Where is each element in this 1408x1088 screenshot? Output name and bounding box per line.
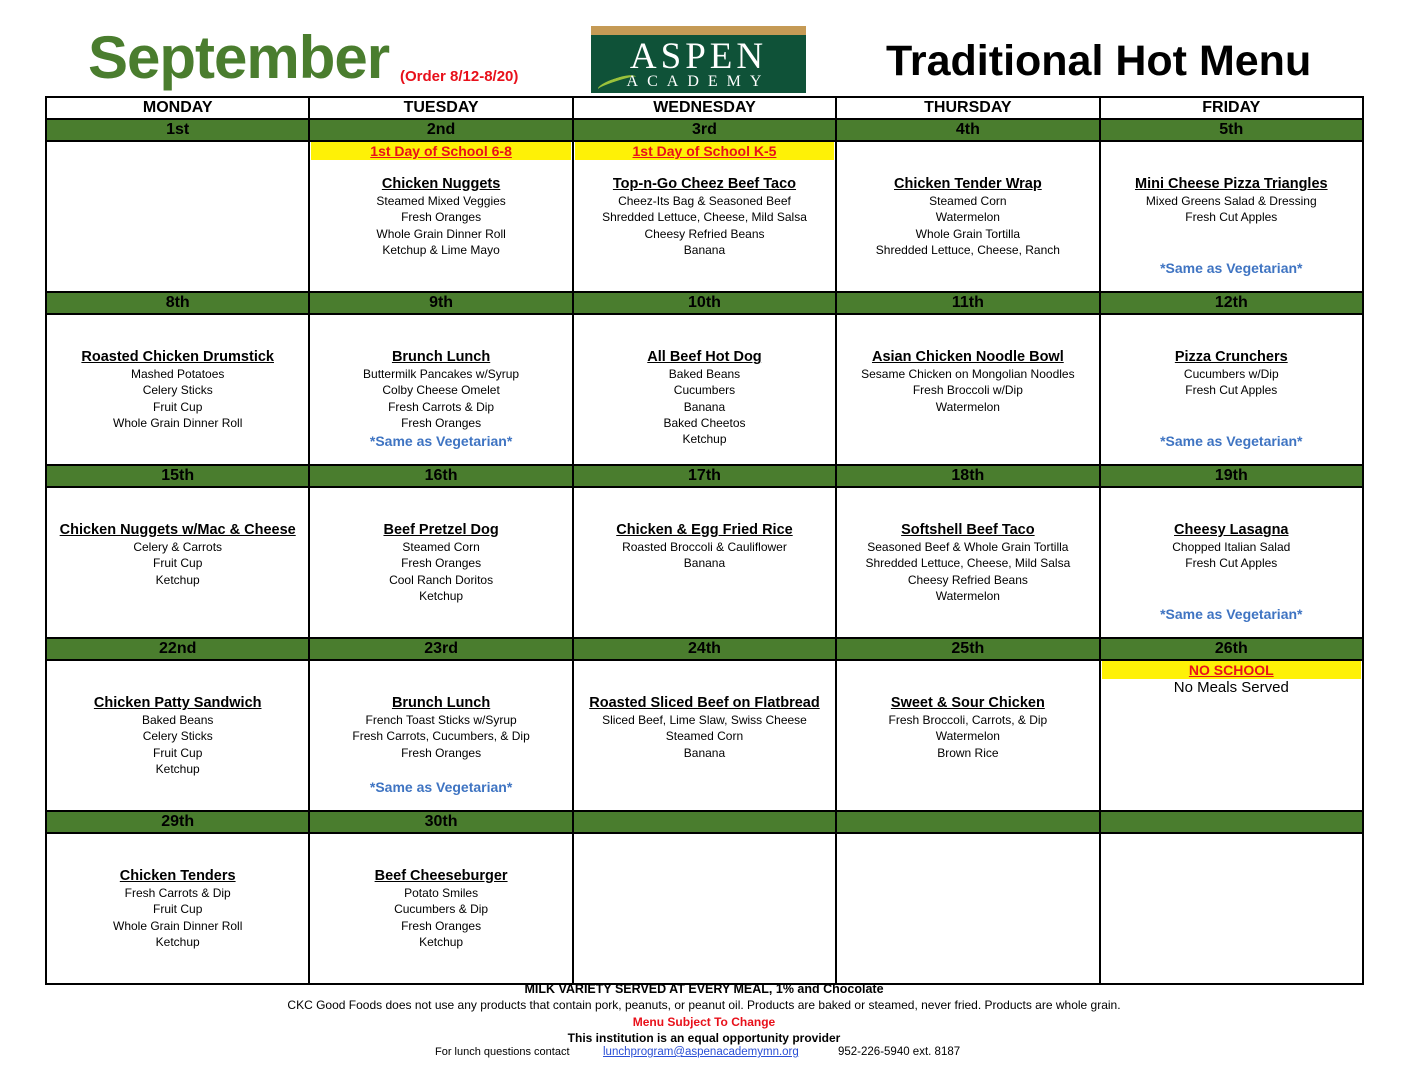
side-item: Fruit Cup	[153, 556, 203, 571]
side-item: Ketchup	[682, 432, 727, 447]
date-cell: 19th	[1100, 465, 1363, 487]
menu-row	[46, 487, 1363, 638]
menu-row	[46, 314, 1363, 465]
side-item: Roasted Broccoli & Cauliflower	[622, 540, 787, 554]
side-item: Mixed Greens Salad & Dressing	[1145, 194, 1317, 208]
side-item: Shredded Lettuce, Cheese, Mild Salsa	[602, 210, 807, 225]
weekday-header-row	[46, 97, 1363, 119]
side-item: Steamed Corn	[665, 729, 744, 744]
side-item: Celery & Carrots	[133, 540, 223, 554]
banner-spacer	[310, 488, 571, 506]
date-row	[46, 465, 1363, 487]
banner-spacer	[574, 488, 835, 506]
weekday-thursday: THURSDAY	[836, 97, 1099, 119]
veg-spacer	[1101, 226, 1362, 242]
side-item: Fresh Carrots & Dip	[124, 886, 231, 900]
entree-name: Chicken & Egg Fried Rice	[616, 522, 793, 538]
vegetarian-note: *Same as Vegetarian*	[1160, 432, 1303, 449]
entree-name: All Beef Hot Dog	[647, 349, 762, 365]
banner-spacer	[47, 488, 308, 506]
menu-cell	[1100, 141, 1363, 292]
menu-cell	[46, 660, 309, 811]
date-cell	[573, 811, 836, 833]
side-item: Fresh Cut Apples	[1185, 383, 1278, 398]
dish-spacer	[310, 679, 571, 695]
banner-spacer	[1101, 315, 1362, 333]
side-item: Potato Smiles	[404, 886, 479, 900]
side-item: Fresh Broccoli, Carrots, & Dip	[888, 713, 1048, 727]
banner-spacer	[310, 834, 571, 852]
dish-spacer	[47, 852, 308, 868]
date-cell: 22nd	[46, 638, 309, 660]
side-item: Fruit Cup	[153, 902, 203, 917]
side-item: Ketchup	[155, 761, 200, 776]
entree-name: Chicken Nuggets	[381, 176, 501, 192]
day-banner: NO SCHOOL	[1102, 661, 1361, 679]
side-item: Sliced Beef, Lime Slaw, Swiss Cheese	[602, 713, 807, 727]
side-item: Brown Rice	[937, 745, 999, 760]
date-cell: 16th	[309, 465, 572, 487]
date-cell: 10th	[573, 292, 836, 314]
side-item: Baked Beans	[668, 367, 741, 381]
menu-cell	[836, 833, 1099, 984]
side-item: Fresh Broccoli w/Dip	[912, 383, 1023, 398]
food-policy: CKC Good Foods does not use any products that contain pork, peanuts, or peanut oil. Products are baked or steamed, never fried. Products are whole grain.	[287, 998, 1121, 1012]
side-item: Sesame Chicken on Mongolian Noodles	[861, 367, 1075, 381]
date-cell: 8th	[46, 292, 309, 314]
date-row	[46, 119, 1363, 141]
dish-spacer	[310, 506, 571, 522]
menu-cell	[836, 141, 1099, 292]
menu-cell	[309, 141, 572, 292]
dish-spacer	[47, 679, 308, 695]
side-item: Fresh Carrots & Dip	[388, 399, 495, 414]
side-item: Chopped Italian Salad	[1172, 540, 1291, 554]
menu-cell	[836, 487, 1099, 638]
side-item: Ketchup & Lime Mayo	[382, 242, 500, 257]
banner-spacer	[47, 661, 308, 679]
side-item: Watermelon	[935, 729, 1000, 744]
entree-name: Roasted Sliced Beef on Flatbread	[589, 695, 820, 711]
banner-spacer	[574, 315, 835, 333]
menu-cell	[573, 487, 836, 638]
weekday-monday: MONDAY	[46, 97, 309, 119]
side-item: Fresh Carrots, Cucumbers, & Dip	[352, 729, 530, 744]
veg-spacer	[1101, 588, 1362, 604]
menu-cell	[46, 141, 309, 292]
side-item: Whole Grain Dinner Roll	[113, 918, 243, 933]
side-item: Celery Sticks	[142, 729, 213, 744]
side-item: Fresh Cut Apples	[1185, 556, 1278, 571]
side-item: Seasoned Beef & Whole Grain Tortilla	[867, 540, 1069, 554]
side-item: Fresh Oranges	[401, 415, 482, 430]
menu-row	[46, 833, 1363, 984]
dish-spacer	[574, 160, 835, 176]
side-item: Whole Grain Dinner Roll	[113, 415, 243, 430]
side-item: Steamed Mixed Veggies	[376, 194, 506, 208]
veg-spacer	[1101, 399, 1362, 415]
entree-name: Chicken Tenders	[119, 868, 236, 884]
side-item: Whole Grain Tortilla	[915, 226, 1021, 241]
vegetarian-note: *Same as Vegetarian*	[1160, 259, 1303, 276]
entree-name: Brunch Lunch	[391, 349, 491, 365]
weekday-friday: FRIDAY	[1100, 97, 1363, 119]
month-title: September	[88, 24, 390, 91]
entree-name: Top-n-Go Cheez Beef Taco	[612, 176, 797, 192]
veg-spacer	[1101, 572, 1362, 588]
veg-spacer	[1101, 242, 1362, 258]
dish-spacer	[837, 160, 1098, 176]
side-item: Cucumbers w/Dip	[1183, 367, 1279, 381]
side-item: Watermelon	[935, 588, 1000, 603]
entree-name: Chicken Nuggets w/Mac & Cheese	[59, 522, 296, 538]
date-cell: 2nd	[309, 119, 572, 141]
date-cell: 3rd	[573, 119, 836, 141]
equal-opportunity-notice: This institution is an equal opportunity provider	[567, 1031, 841, 1045]
date-cell: 15th	[46, 465, 309, 487]
dish-spacer	[47, 506, 308, 522]
side-item: Fresh Oranges	[401, 556, 482, 571]
dish-spacer	[837, 506, 1098, 522]
side-item: Cheesy Refried Beans	[644, 226, 765, 241]
dish-spacer	[574, 506, 835, 522]
side-item: Fresh Oranges	[401, 210, 482, 225]
date-cell: 18th	[836, 465, 1099, 487]
date-cell: 5th	[1100, 119, 1363, 141]
date-cell: 9th	[309, 292, 572, 314]
entree-name: Chicken Patty Sandwich	[93, 695, 262, 711]
menu-cell	[836, 314, 1099, 465]
side-item: Cucumbers	[673, 383, 736, 398]
entree-name: Chicken Tender Wrap	[894, 176, 1042, 192]
side-item: Buttermilk Pancakes w/Syrup	[363, 367, 520, 381]
menu-cell	[573, 660, 836, 811]
no-meals-note: No Meals Served	[1173, 679, 1289, 696]
side-item: Mashed Potatoes	[130, 367, 225, 381]
banner-spacer	[310, 661, 571, 679]
veg-spacer	[310, 761, 571, 777]
vegetarian-note: *Same as Vegetarian*	[1160, 605, 1303, 622]
menu-cell	[309, 833, 572, 984]
order-window-note: (Order 8/12-8/20)	[400, 68, 519, 85]
menu-cell	[1100, 833, 1363, 984]
dish-spacer	[310, 160, 571, 176]
side-item: Cheez-Its Bag & Seasoned Beef	[618, 194, 791, 208]
menu-cell	[573, 141, 836, 292]
side-item: Colby Cheese Omelet	[382, 383, 500, 398]
side-item: Fresh Cut Apples	[1185, 210, 1278, 225]
weekday-tuesday: TUESDAY	[309, 97, 572, 119]
banner-spacer	[47, 142, 308, 160]
date-cell: 26th	[1100, 638, 1363, 660]
date-cell: 25th	[836, 638, 1099, 660]
side-item: Banana	[683, 242, 726, 257]
banner-spacer	[47, 315, 308, 333]
vegetarian-note: *Same as Vegetarian*	[369, 778, 513, 795]
date-cell: 4th	[836, 119, 1099, 141]
banner-spacer	[837, 488, 1098, 506]
side-item: Banana	[683, 556, 726, 571]
date-cell: 23rd	[309, 638, 572, 660]
date-cell: 24th	[573, 638, 836, 660]
entree-name: Sweet & Sour Chicken	[890, 695, 1045, 711]
side-item: Watermelon	[935, 210, 1000, 225]
side-item: Banana	[683, 399, 726, 414]
dish-spacer	[1101, 506, 1362, 522]
banner-spacer	[310, 315, 571, 333]
side-item: Cheesy Refried Beans	[907, 572, 1028, 587]
menu-cell	[46, 833, 309, 984]
banner-spacer	[1101, 834, 1362, 852]
date-cell: 30th	[309, 811, 572, 833]
date-cell	[1100, 811, 1363, 833]
menu-cell	[836, 660, 1099, 811]
side-item: Fresh Oranges	[401, 918, 482, 933]
menu-cell	[1100, 660, 1363, 811]
side-item: Cucumbers & Dip	[394, 902, 489, 917]
banner-spacer	[837, 661, 1098, 679]
banner-spacer	[837, 315, 1098, 333]
date-cell: 1st	[46, 119, 309, 141]
date-cell	[836, 811, 1099, 833]
menu-cell	[309, 487, 572, 638]
date-cell: 17th	[573, 465, 836, 487]
dish-spacer	[1101, 333, 1362, 349]
side-item: French Toast Sticks w/Syrup	[365, 713, 517, 727]
veg-spacer	[1101, 415, 1362, 431]
dish-spacer	[837, 333, 1098, 349]
page-header	[0, 0, 1408, 96]
side-item: Fruit Cup	[153, 399, 203, 414]
entree-name: Brunch Lunch	[391, 695, 491, 711]
menu-cell	[1100, 487, 1363, 638]
weekday-wednesday: WEDNESDAY	[573, 97, 836, 119]
dish-spacer	[310, 852, 571, 868]
vegetarian-note: *Same as Vegetarian*	[369, 433, 513, 450]
contact-phone: 952-226-5940 ext. 8187	[838, 1046, 961, 1058]
date-row	[46, 292, 1363, 314]
side-item: Ketchup	[419, 588, 464, 603]
menu-row	[46, 141, 1363, 292]
side-item: Shredded Lettuce, Cheese, Ranch	[875, 242, 1060, 257]
contact-email-link[interactable]: lunchprogram@aspenacademymn.org	[603, 1046, 799, 1058]
side-item: Cool Ranch Doritos	[389, 572, 494, 587]
entree-name: Roasted Chicken Drumstick	[81, 349, 274, 365]
banner-spacer	[837, 142, 1098, 160]
entree-name: Mini Cheese Pizza Triangles	[1134, 176, 1328, 192]
menu-cell	[46, 314, 309, 465]
menu-change-notice: Menu Subject To Change	[632, 1015, 776, 1029]
menu-cell	[309, 314, 572, 465]
banner-spacer	[837, 834, 1098, 852]
banner-spacer	[1101, 142, 1362, 160]
side-item: Steamed Corn	[402, 540, 480, 554]
dish-spacer	[837, 679, 1098, 695]
side-item: Ketchup	[419, 934, 464, 949]
milk-notice: MILK VARIETY SERVED AT EVERY MEAL, 1% and Chocolate	[524, 982, 884, 996]
contact-label: For lunch questions contact	[435, 1046, 570, 1058]
menu-title: Traditional Hot Menu	[886, 37, 1312, 85]
calendar-body	[46, 119, 1363, 984]
side-item: Steamed Corn	[929, 194, 1007, 208]
day-banner: 1st Day of School 6-8	[311, 142, 570, 160]
entree-name: Beef Cheeseburger	[374, 868, 508, 884]
logo-word-aspen: ASPEN	[629, 36, 768, 77]
menu-cell	[573, 833, 836, 984]
date-cell: 12th	[1100, 292, 1363, 314]
banner-spacer	[574, 834, 835, 852]
side-item: Shredded Lettuce, Cheese, Mild Salsa	[865, 556, 1071, 571]
banner-spacer	[47, 834, 308, 852]
aspen-academy-logo	[591, 26, 806, 93]
entree-name: Asian Chicken Noodle Bowl	[871, 349, 1064, 365]
menu-calendar	[45, 96, 1364, 985]
logo-top-bar	[591, 26, 806, 35]
side-item: Watermelon	[935, 399, 1000, 414]
side-item: Ketchup	[155, 572, 200, 587]
dish-spacer	[574, 679, 835, 695]
date-row	[46, 638, 1363, 660]
menu-cell	[1100, 314, 1363, 465]
side-item: Banana	[683, 745, 726, 760]
side-item: Baked Cheetos	[663, 415, 746, 430]
side-item: Celery Sticks	[142, 383, 213, 398]
logo-word-academy: ACADEMY	[626, 73, 771, 90]
entree-name: Cheesy Lasagna	[1174, 522, 1289, 538]
side-item: Ketchup	[155, 934, 200, 949]
side-item: Baked Beans	[142, 713, 214, 727]
menu-row	[46, 660, 1363, 811]
menu-cell	[309, 660, 572, 811]
side-item: Fruit Cup	[153, 745, 203, 760]
dish-spacer	[310, 333, 571, 349]
side-item: Fresh Oranges	[401, 745, 482, 760]
entree-name: Pizza Crunchers	[1174, 349, 1288, 365]
menu-cell	[573, 314, 836, 465]
date-row	[46, 811, 1363, 833]
menu-cell	[46, 487, 309, 638]
date-cell: 11th	[836, 292, 1099, 314]
dish-spacer	[574, 333, 835, 349]
day-banner: 1st Day of School K-5	[575, 142, 834, 160]
entree-name: Softshell Beef Taco	[901, 522, 1035, 538]
side-item: Whole Grain Dinner Roll	[376, 226, 506, 241]
date-cell: 29th	[46, 811, 309, 833]
dish-spacer	[47, 333, 308, 349]
banner-spacer	[574, 661, 835, 679]
banner-spacer	[1101, 488, 1362, 506]
entree-name: Beef Pretzel Dog	[383, 522, 499, 538]
dish-spacer	[1101, 160, 1362, 176]
